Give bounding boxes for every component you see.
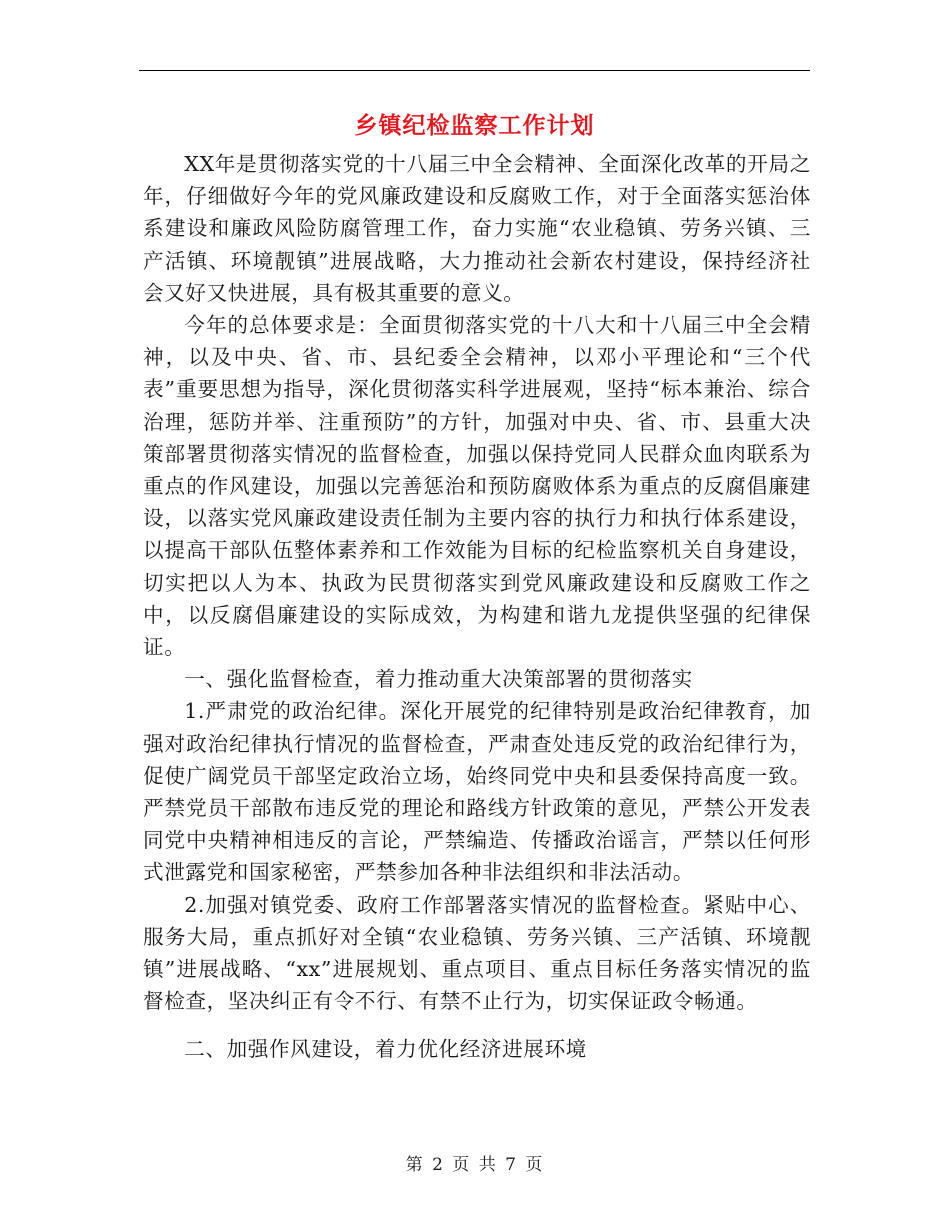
section-heading-1: 一、强化监督检查，着力推动重大决策部署的贯彻落实 xyxy=(184,667,693,692)
paragraph-item-2: 2.加强对镇党委、政府工作部署落实情况的监督检查。紧贴中心、服务大局，重点抓好对全镇“农业稳镇、劳务兴镇、三产活镇、环境靓镇”进展战略、“xx”进展规划、重点项目、重点目标任务落实情况的监督检查，坚决纠正有令不行、有禁不止行为，切实保证政令畅通。 xyxy=(143,892,811,1014)
document-title: 乡镇纪检监察工作计划 xyxy=(354,112,595,139)
header-rule xyxy=(139,70,810,71)
paragraph-intro: XX年是贯彻落实党的十八届三中全会精神、全面深化改革的开局之年，仔细做好今年的党风廉政建设和反腐败工作，对于全面落实惩治体系建设和廉政风险防腐管理工作，奋力实施“农业稳镇、劳务兴镇、三产活镇、环境靓镇”进展战略，大力推动社会新农村建设，保持经济社会又好又快进展，具有极其重要的意义。 xyxy=(143,152,811,305)
page-number-footer: 第 2 页 共 7 页 xyxy=(405,1155,545,1175)
document-body xyxy=(143,148,811,1066)
paragraph-item-1: 1.严肃党的政治纪律。深化开展党的纪律特别是政治纪律教育，加强对政治纪律执行情况的监督检查，严肃查处违反党的政治纪律行为，促使广阔党员干部坚定政治立场，始终同党中央和县委保持高度一致。严禁党员干部散布违反党的理论和路线方针政策的意见，严禁公开发表同党中央精神相违反的言论，严禁编造、传播政治谣言，严禁以任何形式泄露党和国家秘密，严禁参加各种非法组织和非法活动。 xyxy=(143,699,811,885)
section-heading-2: 二、加强作风建设，着力优化经济进展环境 xyxy=(184,1037,587,1062)
paragraph-requirements: 今年的总体要求是：全面贯彻落实党的十八大和十八届三中全会精神，以及中央、省、市、县纪委全会精神，以邓小平理论和“三个代表”重要思想为指导，深化贯彻落实科学进展观，坚持“标本兼治、综合治理，惩防并举、注重预防”的方针，加强对中央、省、市、县重大决策部署贯彻落实情况的监督检查，加强以保持党同人民群众血肉联系为重点的作风建设，加强以完善惩治和预防腐败体系为重点的反腐倡廉建设，以落实党风廉政建设责任制为主要内容的执行力和执行体系建设，以提高干部队伍整体素养和工作效能为目标的纪检监察机关自身建设，切实把以人为本、执政为民贯彻落实到党风廉政建设和反腐败工作之中，以反腐倡廉建设的实际成效，为构建和谐九龙提供坚强的纪律保证。 xyxy=(143,313,811,660)
